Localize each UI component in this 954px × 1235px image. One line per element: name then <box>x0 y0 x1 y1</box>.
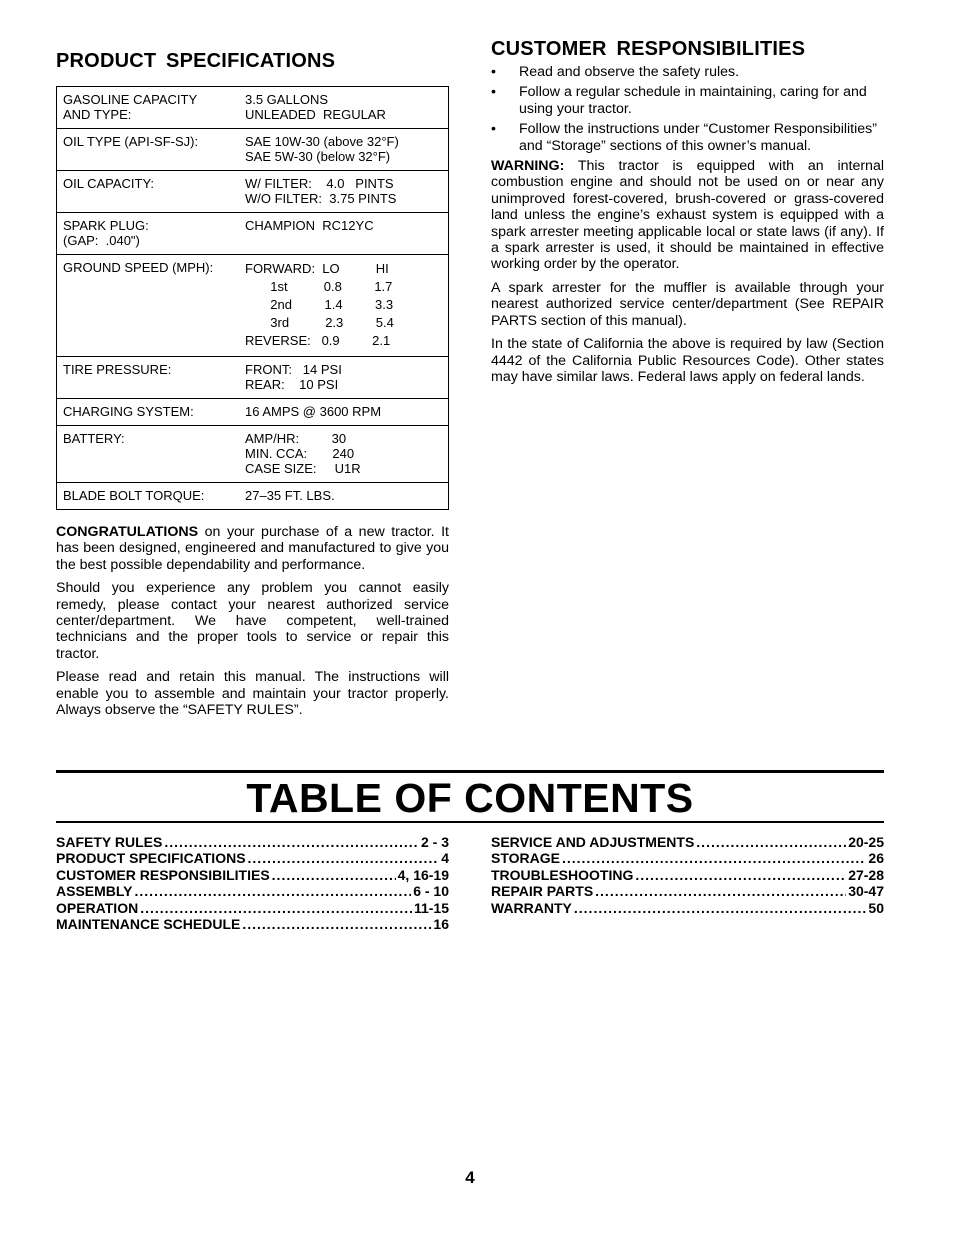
spec-label-line: BATTERY: <box>63 431 125 446</box>
spec-label <box>57 357 240 399</box>
toc-entry[interactable] <box>491 850 884 866</box>
spec-row <box>57 357 449 399</box>
spec-row <box>57 171 449 213</box>
body-paragraph <box>491 158 884 273</box>
spec-value-line: W/ FILTER: 4.0 PINTS <box>245 176 394 191</box>
spec-value-line: W/O FILTER: 3.75 PINTS <box>245 191 397 206</box>
list-item-text: Follow a regular schedule in maintaining, caring for and using your tractor. <box>519 84 867 117</box>
toc-entry[interactable] <box>56 883 449 899</box>
product-specifications-heading: PRODUCT SPECIFICATIONS <box>56 50 336 72</box>
list-item-text: Follow the instructions under “Customer Responsibilities” and “Storage” sections of this owner’s manual. <box>519 121 877 154</box>
toc-right-column <box>491 834 884 916</box>
spec-label-line: (GAP: .040") <box>63 233 140 248</box>
toc-entry-label: REPAIR PARTS <box>491 883 594 900</box>
toc-entry[interactable] <box>56 900 449 916</box>
list-item <box>491 121 884 154</box>
toc-entry-page: 4, 16-19 <box>397 866 449 883</box>
spec-value <box>239 426 449 483</box>
toc-entry-page: 50 <box>868 899 884 916</box>
toc-top-rule <box>56 770 884 773</box>
spec-label-line: OIL TYPE (API-SF-SJ): <box>63 134 199 149</box>
bullet-icon: • <box>491 121 496 138</box>
spec-label-line: OIL CAPACITY: <box>63 176 155 191</box>
spec-value-line: UNLEADED REGULAR <box>245 107 386 122</box>
body-paragraph <box>491 280 884 329</box>
toc-leader-dots <box>574 900 867 916</box>
paragraph-lead: CONGRATULATIONS <box>56 524 199 540</box>
toc-entry-page: 11-15 <box>413 899 449 916</box>
toc-leader-dots <box>696 834 846 850</box>
toc-entry-label: CUSTOMER RESPONSIBILITIES <box>56 866 270 883</box>
spec-value <box>239 483 449 510</box>
spec-label-line: BLADE BOLT TORQUE: <box>63 488 205 503</box>
spec-row <box>57 255 449 357</box>
toc-leader-dots <box>272 867 396 883</box>
toc-entry-label: ASSEMBLY <box>56 883 133 900</box>
spec-row <box>57 87 449 129</box>
toc-entry-label: SAFETY RULES <box>56 834 163 850</box>
toc-entry-label: WARRANTY <box>491 899 572 916</box>
warning-paragraphs <box>491 158 884 385</box>
toc-leader-dots <box>595 883 846 899</box>
paragraph-text: Please read and retain this manual. The instructions will enable you to assemble and maintain your tractor properly. Always observe the “SAFETY RULES”. <box>56 669 449 719</box>
spec-row <box>57 213 449 255</box>
paragraph-text: Should you experience any problem you cannot easily remedy, please contact your nearest authorized service center/department. We have competent, well-trained technicians and the proper tools to service or repair this tractor. <box>56 580 449 662</box>
spec-value-line: 1st 0.8 1.7 <box>245 279 393 294</box>
spec-label <box>57 399 240 426</box>
paragraph-text: on your purchase of a new tractor. It has been designed, engineered and manufactured to give you the best possible dependability and performance. <box>56 524 449 573</box>
spec-row <box>57 129 449 171</box>
toc-bottom-rule <box>56 821 884 823</box>
spec-label-line: GROUND SPEED (MPH): <box>63 260 214 275</box>
spec-label-line: TIRE PRESSURE: <box>63 362 172 377</box>
toc-leader-dots <box>562 850 866 866</box>
toc-entry-page: 27-28 <box>848 866 884 883</box>
paragraph-text: A spark arrester for the muffler is available through your nearest authorized service center/department (See REPAIR PARTS section of this manual). <box>491 279 884 329</box>
spec-row <box>57 399 449 426</box>
specifications-table <box>56 86 449 510</box>
body-paragraph <box>56 580 449 662</box>
list-item <box>491 64 884 80</box>
bullet-icon: • <box>491 84 496 101</box>
toc-leader-dots <box>135 883 412 899</box>
spec-label-line: AND TYPE: <box>63 107 132 122</box>
spec-value-line: REVERSE: 0.9 2.1 <box>245 333 391 348</box>
body-paragraph <box>56 669 449 718</box>
spec-value-line: FRONT: 14 PSI <box>245 362 342 377</box>
spec-label <box>57 483 240 510</box>
toc-entry[interactable] <box>56 834 449 850</box>
toc-entry-page: 4 <box>441 850 449 867</box>
toc-entry[interactable] <box>491 867 884 883</box>
spec-value-line: SAE 10W-30 (above 32°F) <box>245 134 399 149</box>
toc-entry-label: MAINTENANCE SCHEDULE <box>56 916 241 933</box>
spec-label <box>57 213 240 255</box>
spec-value-line: 3rd 2.3 5.4 <box>245 315 394 330</box>
spec-label <box>57 171 240 213</box>
toc-leader-dots <box>140 900 412 916</box>
toc-title: TABLE OF CONTENTS <box>246 775 694 821</box>
spec-label <box>57 129 240 171</box>
spec-value-line: CHAMPION RC12YC <box>245 218 374 233</box>
spec-value-line: MIN. CCA: 240 <box>245 446 355 461</box>
toc-entry-page: 2 - 3 <box>420 834 449 850</box>
toc-entry-label: OPERATION <box>56 899 139 916</box>
bullet-icon: • <box>491 64 496 80</box>
spec-value-line: SAE 5W-30 (below 32°F) <box>245 149 391 164</box>
spec-value-line: 27–35 FT. LBS. <box>245 488 335 503</box>
spec-value-line: 3.5 GALLONS <box>245 92 329 107</box>
spec-label <box>57 87 240 129</box>
toc-entry-label: TROUBLESHOOTING <box>491 866 634 883</box>
toc-leader-dots <box>242 916 431 932</box>
paragraph-text: In the state of California the above is required by law (Section 4442 of the California Public Resources Code). Other states may have similar laws. Federal laws apply on federal lands. <box>491 336 884 385</box>
spec-value-line: 16 AMPS @ 3600 RPM <box>245 404 382 419</box>
left-column <box>56 50 449 718</box>
spec-label-line: CHARGING SYSTEM: <box>63 404 194 419</box>
paragraph-lead: WARNING: <box>491 158 565 175</box>
spec-value <box>239 213 449 255</box>
body-paragraph <box>56 524 449 573</box>
toc-entry[interactable] <box>491 834 884 850</box>
toc-entry-label: SERVICE AND ADJUSTMENTS <box>491 834 695 850</box>
list-item <box>491 84 884 117</box>
toc-leader-dots <box>248 850 440 866</box>
toc-entry[interactable] <box>56 867 449 883</box>
spec-value-line: FORWARD: LO HI <box>245 261 389 276</box>
toc-left-column <box>56 834 449 932</box>
right-column <box>491 38 884 385</box>
spec-value-line: REAR: 10 PSI <box>245 377 339 392</box>
customer-responsibilities-heading: CUSTOMER RESPONSIBILITIES <box>491 38 806 60</box>
spec-value <box>239 399 449 426</box>
paragraph-text: This tractor is equipped with an internal combustion engine and should not be used on or near any unimproved forest-covered, brush-covered or grass-covered land unless the engine’s exhaust system is equipped with a spark arrester meeting applicable local or state laws (if any). If a spark arrester is used, it should be maintained in effective working order by the operator. <box>491 158 884 273</box>
spec-value-line: AMP/HR: 30 <box>245 431 347 446</box>
toc-entry-page: 30-47 <box>848 883 884 900</box>
spec-value <box>239 171 449 213</box>
spec-value-line: 2nd 1.4 3.3 <box>245 297 394 312</box>
toc-leader-dots <box>635 867 846 883</box>
spec-row <box>57 483 449 510</box>
toc-entry-page: 26 <box>868 850 884 867</box>
toc-entry[interactable] <box>491 883 884 899</box>
spec-label-line: GASOLINE CAPACITY <box>63 92 198 107</box>
spec-label-line: SPARK PLUG: <box>63 218 149 233</box>
toc-entry[interactable] <box>56 850 449 866</box>
intro-paragraphs <box>56 524 449 718</box>
spec-row <box>57 426 449 483</box>
spec-value <box>239 357 449 399</box>
toc-entry-label: STORAGE <box>491 850 560 867</box>
spec-value <box>239 87 449 129</box>
spec-value <box>239 255 449 357</box>
spec-label <box>57 255 240 357</box>
toc-leader-dots <box>164 834 419 850</box>
spec-value-line: CASE SIZE: U1R <box>245 461 361 476</box>
spec-label <box>57 426 240 483</box>
toc-entry-label: PRODUCT SPECIFICATIONS <box>56 850 246 867</box>
body-paragraph <box>491 336 884 385</box>
toc-entry[interactable] <box>56 916 449 932</box>
responsibilities-list <box>491 64 884 154</box>
toc-entry[interactable] <box>491 900 884 916</box>
list-item-text: Read and observe the safety rules. <box>519 64 740 80</box>
toc-entry-page: 6 - 10 <box>413 883 449 900</box>
spec-value <box>239 129 449 171</box>
toc-entry-page: 20-25 <box>848 834 884 850</box>
toc-entry-page: 16 <box>433 916 449 933</box>
page-number: 4 <box>465 1168 475 1187</box>
